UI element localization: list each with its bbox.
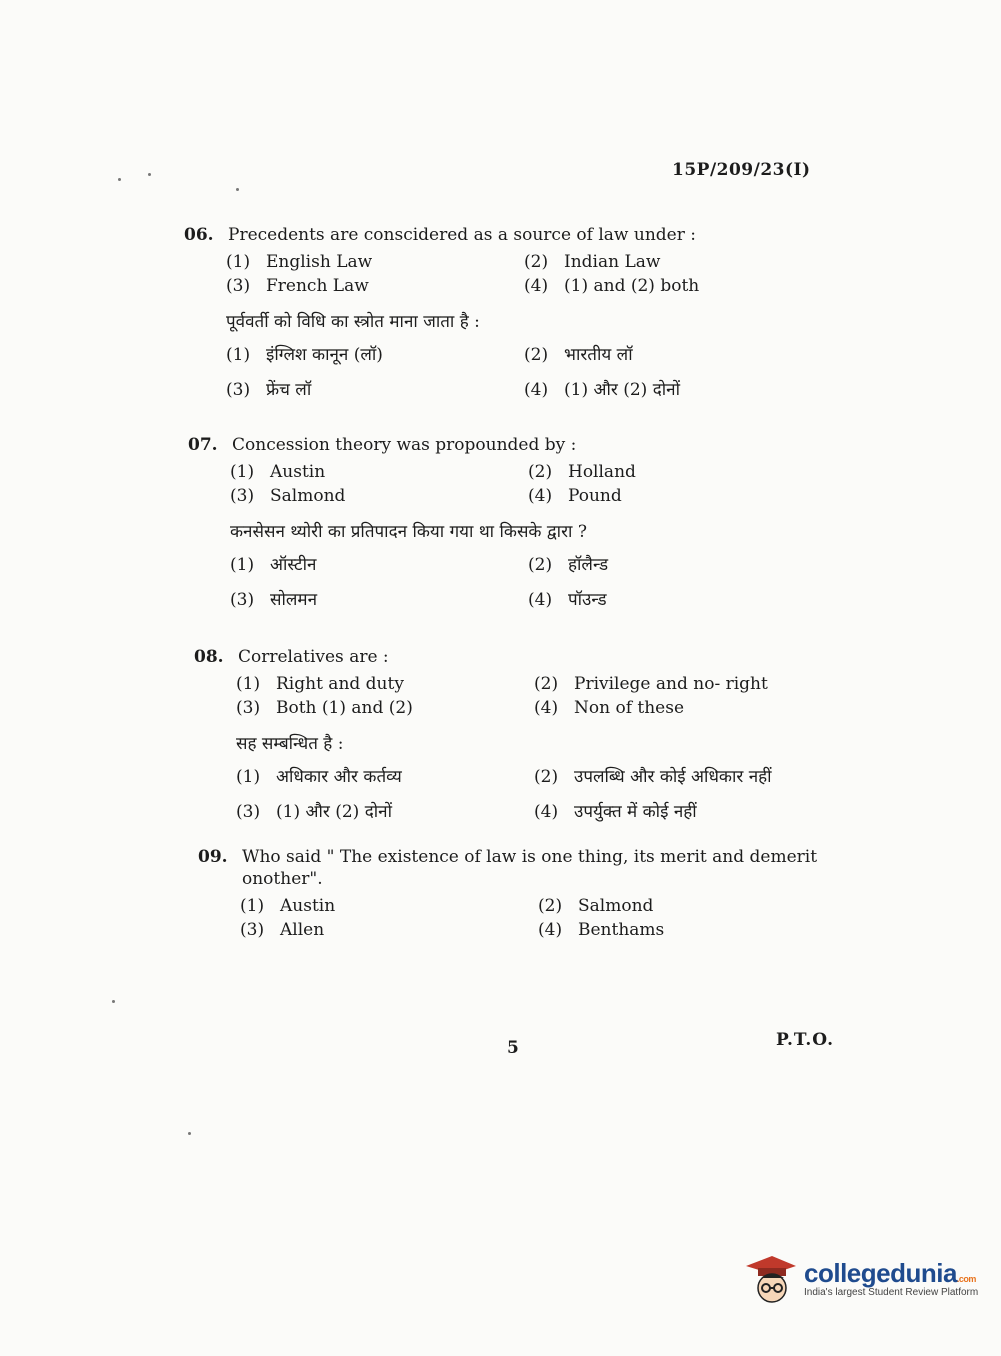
option: (1) Austin [230, 462, 326, 482]
option: (3) Both (1) and (2) [236, 698, 413, 718]
collegedunia-logo [742, 1250, 978, 1306]
option: (1) Austin [240, 896, 336, 916]
option: (3) Salmond [230, 486, 346, 506]
option: (1) अधिकार और कर्तव्य [236, 767, 402, 787]
options-en [230, 462, 838, 506]
option: (4) Pound [528, 486, 622, 506]
question-text-hindi: कनसेसन थ्योरी का प्रतिपादन किया गया था किसके द्वारा ? [230, 522, 587, 542]
question-number: 06. [184, 225, 214, 245]
options-hi [230, 552, 838, 610]
scan-speck [148, 173, 151, 176]
mascot-icon [742, 1250, 798, 1306]
option: (1) इंग्लिश कानून (लॉ) [226, 345, 383, 365]
option: (4) (1) and (2) both [524, 276, 700, 296]
option: (3) French Law [226, 276, 369, 296]
option: (1) English Law [226, 252, 373, 272]
option: (2) Indian Law [524, 252, 661, 272]
question-text: Concession theory was propounded by : [232, 435, 577, 455]
option: (2) हॉलैन्ड [528, 555, 609, 575]
question-text: Correlatives are : [238, 647, 389, 667]
option: (1) ऑस्टीन [230, 555, 317, 575]
option: (2) Privilege and no- right [534, 674, 768, 694]
option: (3) सोलमन [230, 590, 318, 610]
option: (4) पॉउन्ड [528, 590, 607, 610]
question-text-hindi: सह सम्बन्धित है : [236, 734, 344, 754]
question-number: 08. [194, 647, 224, 667]
option: (2) Holland [528, 462, 636, 482]
option: (4) उपर्युक्त में कोई नहीं [534, 802, 697, 822]
scan-speck [112, 1000, 115, 1003]
pto-label: P.T.O. [776, 1030, 834, 1050]
option: (3) Allen [240, 920, 325, 940]
question-number: 09. [198, 847, 228, 867]
option: (2) Salmond [538, 896, 654, 916]
option: (4) Non of these [534, 698, 685, 718]
question-07 [188, 434, 838, 610]
question-text: Precedents are conscidered as a source of law under : [228, 225, 696, 245]
brand-tagline: India's largest Student Review Platform [804, 1287, 979, 1298]
brand-name: collegedunia.com [804, 1258, 976, 1288]
question-06 [184, 224, 834, 400]
paper-code: 15P/209/23(I) [672, 160, 811, 180]
question-08 [194, 646, 844, 822]
question-number: 07. [188, 435, 218, 455]
page-number: 5 [507, 1038, 519, 1058]
options-en [240, 896, 838, 940]
option: (4) Benthams [538, 920, 665, 940]
option: (3) फ्रेंच लॉ [226, 380, 312, 400]
scan-speck [188, 1132, 191, 1135]
brand-suffix: .com [956, 1274, 976, 1284]
question-text: Who said " The existence of law is one thing, its merit and demerit onother". [242, 847, 818, 889]
question-09 [198, 846, 838, 940]
option: (4) (1) और (2) दोनों [524, 380, 680, 400]
options-hi [236, 764, 844, 822]
options-en [226, 252, 834, 296]
logo-text [804, 1258, 978, 1298]
option: (3) (1) और (2) दोनों [236, 802, 392, 822]
options-en [236, 674, 844, 718]
option: (2) भारतीय लॉ [524, 345, 633, 365]
options-hi [226, 342, 834, 400]
question-text-hindi: पूर्ववर्ती को विधि का स्त्रोत माना जाता है : [226, 312, 480, 332]
option: (2) उपलब्धि और कोई अधिकार नहीं [534, 767, 772, 787]
option: (1) Right and duty [236, 674, 404, 694]
scan-speck [236, 188, 239, 191]
scan-speck [118, 178, 121, 181]
